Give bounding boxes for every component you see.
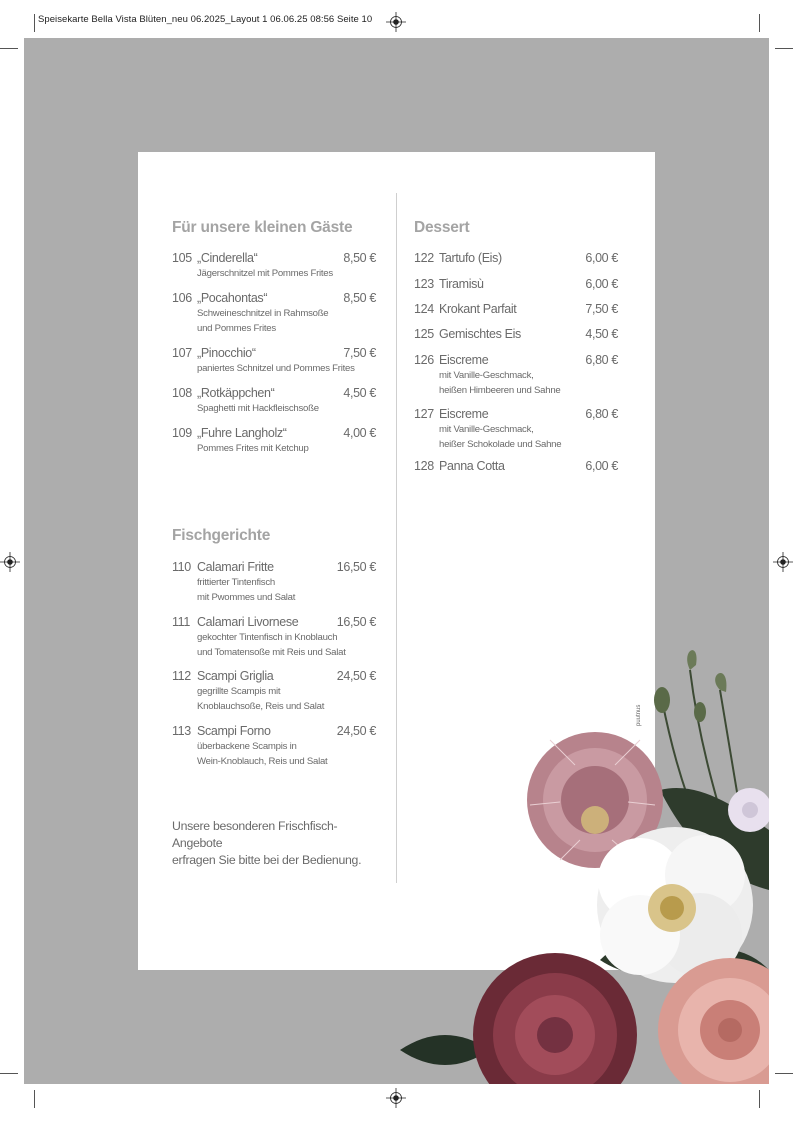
menu-item [172,425,376,456]
item-name: Scampi Forno [197,724,271,738]
item-description: Pommes Frites mit Ketchup [197,443,309,454]
item-name: Panna Cotta [439,459,505,473]
item-number: 105 [172,251,192,265]
item-number: 125 [414,327,434,341]
item-price: 6,80 € [585,407,618,421]
item-number: 113 [172,724,191,738]
menu-item [172,290,376,336]
item-name: „Rotkäppchen“ [197,386,275,400]
registration-mark-icon [773,552,793,572]
menu-item [414,458,618,474]
menu-item [172,723,376,769]
item-price: 8,50 € [343,291,376,305]
note-line: erfragen Sie bitte bei der Bedienung. [172,853,362,867]
item-description: mit Vanille-Geschmack, [439,424,534,435]
item-price: 4,50 € [585,327,618,341]
item-price: 4,00 € [343,426,376,440]
menu-item [414,301,618,317]
menu-item [172,614,376,660]
item-description: und Tomatensoße mit Reis und Salat [197,647,346,658]
item-name: Eiscreme [439,407,489,421]
item-price: 4,50 € [343,386,376,400]
item-number: 112 [172,669,191,683]
registration-mark-icon [386,1088,406,1108]
fresh-fish-note [172,818,387,869]
crop-mark [34,14,35,32]
image-credit: puutnus [636,704,642,726]
item-name: „Cinderella“ [197,251,258,265]
item-description: paniertes Schnitzel und Pommes Frites [197,363,355,374]
item-number: 123 [414,277,434,291]
item-price: 16,50 € [336,560,376,574]
menu-item [172,559,376,605]
crop-mark [0,1073,18,1074]
menu-item [172,250,376,281]
column-divider [396,193,397,883]
item-name: Krokant Parfait [439,302,517,316]
item-number: 124 [414,302,434,316]
item-description: frittierter Tintenfisch [197,577,275,588]
item-price: 7,50 € [343,346,376,360]
item-number: 111 [172,615,190,629]
item-description: Jägerschnitzel mit Pommes Frites [197,268,333,279]
item-description: und Pommes Frites [197,323,276,334]
menu-item [414,352,618,398]
item-description: Wein-Knoblauch, Reis und Salat [197,756,328,767]
item-name: Calamari Fritte [197,560,274,574]
crop-mark [759,14,760,32]
item-number: 108 [172,386,192,400]
item-name: Eiscreme [439,353,489,367]
print-slug: Speisekarte Bella Vista Blüten_neu 06.2025_Layout 1 06.06.25 08:56 Seite 10 [38,14,373,25]
item-price: 6,00 € [585,251,618,265]
item-description: gekochter Tintenfisch in Knoblauch [197,632,338,643]
crop-mark [775,1073,793,1074]
item-number: 128 [414,459,434,473]
item-number: 127 [414,407,434,421]
item-description: überbackene Scampis in [197,741,297,752]
item-description: Knoblauchsoße, Reis und Salat [197,701,325,712]
item-description: heißen Himbeeren und Sahne [439,385,561,396]
item-name: „Pinocchio“ [197,346,256,360]
item-price: 6,00 € [585,277,618,291]
item-number: 106 [172,291,192,305]
item-price: 8,50 € [343,251,376,265]
section-title-dessert: Dessert [414,219,470,236]
menu-item [414,406,618,452]
item-name: Tiramisù [439,277,484,291]
item-description: Schweineschnitzel in Rahmsoße [197,308,329,319]
item-price: 6,00 € [585,459,618,473]
item-name: Scampi Griglia [197,669,274,683]
crop-mark [0,48,18,49]
section-title-kids: Für unsere kleinen Gäste [172,219,353,236]
registration-mark-icon [386,12,406,32]
item-price: 6,80 € [585,353,618,367]
menu-item [414,326,618,342]
registration-mark-icon [0,552,20,572]
item-price: 24,50 € [336,724,376,738]
menu-item [172,668,376,714]
section-title-fish: Fischgerichte [172,527,271,544]
item-description: heißer Schokolade und Sahne [439,439,562,450]
item-description: Spaghetti mit Hackfleischsoße [197,403,319,414]
item-name: Gemischtes Eis [439,327,521,341]
crop-mark [34,1090,35,1108]
flower-bouquet-illustration [400,630,769,1084]
item-number: 110 [172,560,191,574]
item-price: 16,50 € [336,615,376,629]
menu-item [172,385,376,416]
menu-item [414,250,618,266]
menu-item [414,276,618,292]
item-number: 126 [414,353,434,367]
item-number: 109 [172,426,192,440]
note-line: Unsere besonderen Frischfisch-Angebote [172,819,338,850]
item-number: 107 [172,346,192,360]
menu-item [172,345,376,376]
item-description: mit Pwommes und Salat [197,592,296,603]
item-price: 24,50 € [336,669,376,683]
crop-mark [775,48,793,49]
item-number: 122 [414,251,434,265]
item-name: Calamari Livornese [197,615,299,629]
item-name: „Fuhre Langholz“ [197,426,287,440]
item-name: Tartufo (Eis) [439,251,502,265]
item-name: „Pocahontas“ [197,291,268,305]
item-description: gegrillte Scampis mit [197,686,281,697]
crop-mark [759,1090,760,1108]
item-price: 7,50 € [585,302,618,316]
item-description: mit Vanille-Geschmack, [439,370,534,381]
